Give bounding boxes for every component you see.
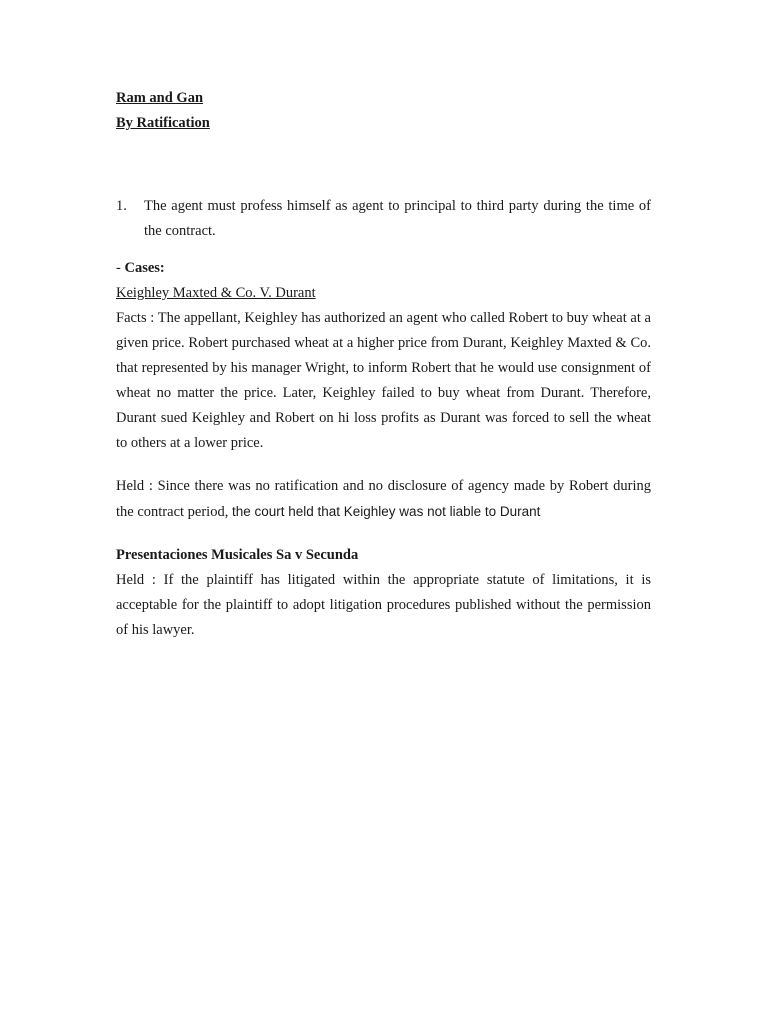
spacer	[116, 244, 651, 256]
cases-prefix: -	[116, 260, 125, 276]
spacer	[116, 136, 651, 194]
cases-label: Cases:	[124, 260, 165, 276]
spacer	[116, 525, 651, 543]
case1-name: Keighley Maxted & Co. V. Durant	[116, 285, 316, 301]
numbered-list-item	[116, 194, 651, 244]
document-page	[116, 86, 651, 643]
case2-held: Held : If the plaintiff has litigated within the appropriate statute of limitations, it is acceptable for the plaintiff to adopt litigation procedures published without the permission of his lawyer.	[116, 572, 651, 638]
case1-facts: Facts : The appellant, Keighley has authorized an agent who called Robert to buy wheat at a given price. Robert purchased wheat at a higher price from Durant, Keighley Maxted & Co. that represented by his manager Wright, to inform Robert that he would use consignment of wheat no matter the price. Later, Keighley failed to buy wheat from Durant. Therefore, Durant sued Keighley and Robert on hi loss profits as Durant was forced to sell the wheat to others at a lower price.	[116, 310, 651, 451]
document-subtitle: By Ratification	[116, 115, 210, 131]
spacer	[116, 456, 651, 474]
list-number: 1.	[116, 198, 127, 214]
list-text: The agent must profess himself as agent to principal to third party during the time of the contract.	[144, 198, 651, 239]
case1-held-tail: the court held that Keighley was not liable to Durant	[231, 504, 541, 519]
document-title: Ram and Gan	[116, 90, 204, 106]
case2-name: Presentaciones Musicales Sa v Secunda	[116, 547, 359, 563]
case1-held-main: Held : Since there was no ratification and no disclosure of agency made by Robert during the contract period,	[116, 478, 651, 520]
case1-held	[116, 474, 651, 525]
cases-heading	[116, 256, 651, 281]
